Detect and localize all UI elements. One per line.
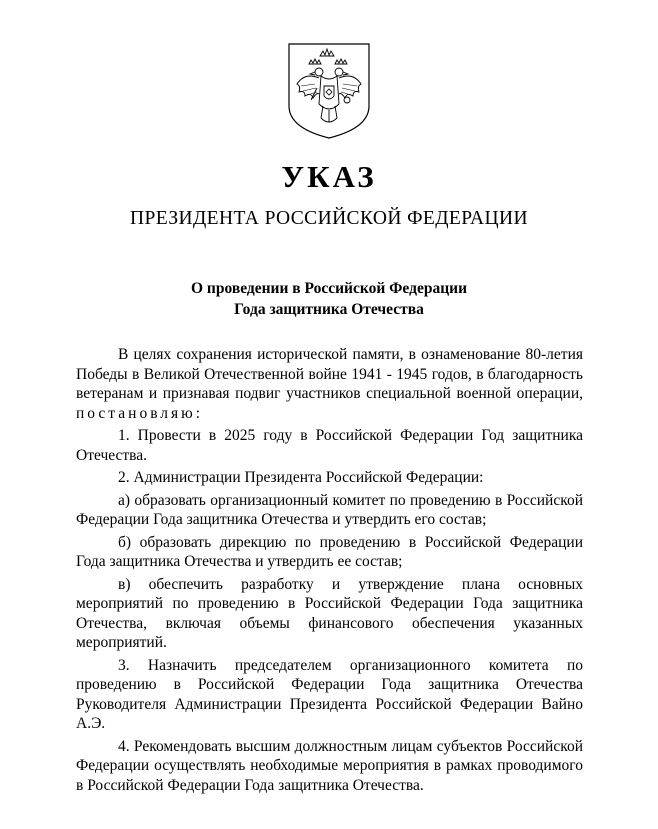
paragraph-4: 4. Рекомендовать высшим должностным лицам субъектов Российской Федерации осуществлять необходимые мероприятия в рамках проводимого в Российской Федерации Года защитника Отечества. [76,737,583,794]
coat-of-arms-icon [287,42,371,140]
document-issuer: ПРЕЗИДЕНТА РОССИЙСКОЙ ФЕДЕРАЦИИ [130,208,528,229]
preamble-decree: постановляю: [76,404,204,422]
paragraph-2c: в) обеспечить разработку и утверждение плана основных мероприятий по проведению в Российской Федерации Года защитника Отечества, включая объемы финансового обеспечения указанных мероприятий. [76,575,583,651]
paragraph-2: 2. Администрации Президента Российской Федерации: [118,469,484,486]
document-title: УКАЗ [281,159,377,194]
paragraph-2a: а) образовать организационный комитет по проведению в Российской Федерации Года защитника Отечества и утвердить его состав; [76,491,583,528]
document-body [76,345,583,798]
paragraph-2b: б) образовать дирекцию по проведению в Российской Федерации Года защитника Отечества и утвердить ее состав; [76,533,583,570]
preamble-text: В целях сохранения исторической памяти, в ознаменование 80-летия Победы в Великой Отечественной войне 1941 - 1945 годов, в благодарность ветеранам и признавая подвиг участников специальной военной операции, [76,346,583,402]
document-heading [0,278,658,320]
heading-line-2: Года защитника Отечества [234,301,424,318]
heading-line-1: О проведении в Российской Федерации [190,280,467,297]
paragraph-1: 1. Провести в 2025 году в Российской Федерации Год защитника Отечества. [76,427,583,464]
preamble-paragraph [76,345,583,423]
paragraph-3: 3. Назначить председателем организационного комитета по проведению в Российской Федерации Года защитника Отечества Руководителя Администрации Президента Российской Федерации Вайно А.Э. [76,656,583,732]
